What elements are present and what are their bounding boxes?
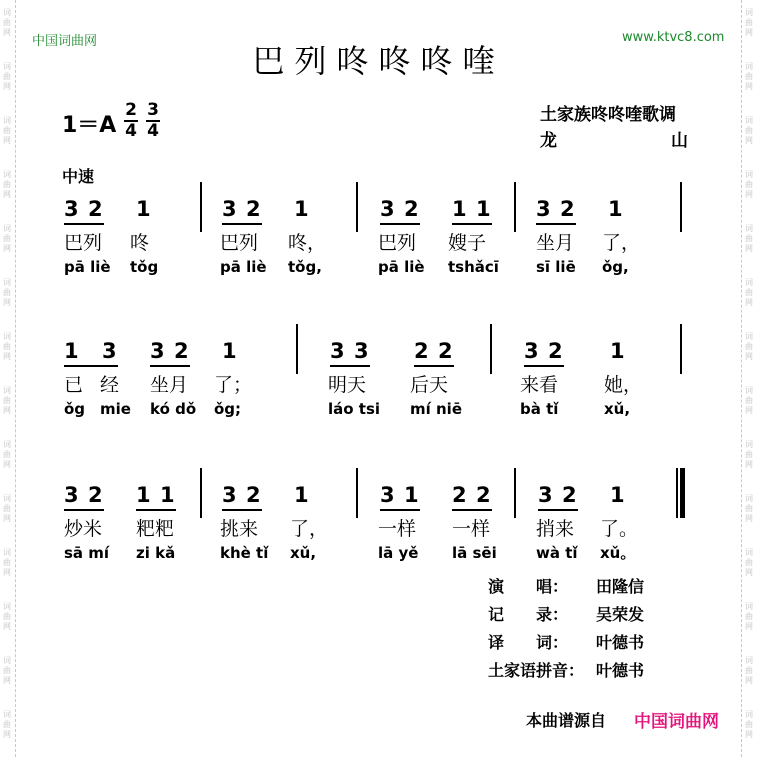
note: 3 [354, 339, 369, 363]
note: 3 [380, 483, 395, 507]
beam [536, 223, 576, 225]
pinyin: khè tǐ [220, 544, 269, 562]
pinyin: lā sēi [452, 544, 497, 562]
beam [452, 223, 492, 225]
beam [64, 223, 104, 225]
note: 3 [102, 339, 117, 363]
note: 3 [64, 197, 79, 221]
watermark-text: 词曲网 [3, 440, 11, 469]
note: 3 [150, 339, 165, 363]
barline [200, 468, 202, 518]
lyric: 后天 [410, 374, 449, 396]
beam [380, 509, 420, 511]
note: 1 [610, 483, 625, 507]
barline [514, 468, 516, 518]
lyric: 粑粑 [136, 518, 175, 540]
credit-role: 译 词： [488, 633, 569, 652]
lyric: 了， [602, 232, 641, 254]
lyric: 坐月 [150, 374, 189, 396]
watermark-text: 词曲网 [745, 386, 753, 415]
watermark-text: 词曲网 [3, 602, 11, 631]
song-origin: 土家族咚咚喹歌调 [540, 105, 676, 125]
watermark-text: 词曲网 [745, 278, 753, 307]
lyric: 坐月 [536, 232, 575, 254]
note: 1 [222, 339, 237, 363]
beam [538, 509, 578, 511]
note: 1 [294, 197, 309, 221]
watermark-text: 词曲网 [745, 224, 753, 253]
lyric: 了； [214, 374, 253, 396]
pinyin: xǔ, [604, 400, 631, 418]
note: 3 [222, 197, 237, 221]
note: 1 [160, 483, 175, 507]
barline [680, 468, 685, 518]
lyric: 咚 [130, 232, 150, 254]
barline [296, 324, 298, 374]
pinyin: lā yě [378, 544, 419, 562]
barline [356, 182, 358, 232]
note: 2 [88, 197, 103, 221]
lyric: 经 [100, 374, 120, 396]
beam [452, 509, 492, 511]
watermark-text: 词曲网 [3, 278, 11, 307]
site-name-left: 中国词曲网 [32, 34, 98, 49]
lyric: 她， [604, 374, 643, 396]
barline [680, 324, 682, 374]
time-signature-3-4 [146, 102, 160, 140]
note: 3 [524, 339, 539, 363]
watermark-text: 词曲网 [745, 8, 753, 37]
pinyin: wà tǐ [536, 544, 578, 562]
pinyin: bà tǐ [520, 400, 559, 418]
lyric: 巴列 [378, 232, 417, 254]
lyric: 捎来 [536, 518, 575, 540]
note: 1 [610, 339, 625, 363]
credit-role: 演 唱： [488, 577, 569, 596]
barline [490, 324, 492, 374]
note: 2 [174, 339, 189, 363]
beam [524, 365, 564, 367]
watermark-text: 词曲网 [3, 656, 11, 685]
right-watermark-strip [741, 0, 757, 757]
pinyin: láo tsi [328, 400, 381, 418]
note: 2 [476, 483, 491, 507]
watermark-text: 词曲网 [3, 116, 11, 145]
note: 1 [64, 339, 79, 363]
lyric: 巴列 [64, 232, 103, 254]
barline [200, 182, 202, 232]
pinyin: tǒg [130, 258, 159, 276]
lyric: 挑来 [220, 518, 259, 540]
note: 1 [608, 197, 623, 221]
beam [330, 365, 370, 367]
note: 1 [404, 483, 419, 507]
lyric: 嫂子 [448, 232, 487, 254]
lyric: 了， [290, 518, 329, 540]
note: 2 [246, 197, 261, 221]
pinyin: ǒg, [602, 258, 629, 276]
footer-site-name: 中国词曲网 [634, 712, 719, 732]
site-url-right: www.ktvc8.com [622, 30, 725, 45]
note: 2 [404, 197, 419, 221]
barline-double [676, 468, 678, 518]
pinyin: sā mí [64, 544, 110, 562]
ts-numerator: 2 [125, 100, 137, 120]
lyric: 炒米 [64, 518, 103, 540]
beam [414, 365, 454, 367]
credit-name: 吴荣发 [596, 605, 645, 624]
credit-role: 土家语拼音： [488, 661, 585, 680]
note: 2 [548, 339, 563, 363]
pinyin: tshǎcī [448, 258, 499, 276]
watermark-text: 词曲网 [745, 710, 753, 739]
key-signature: 1＝A [62, 113, 117, 138]
ts-denominator: 4 [125, 121, 137, 141]
lyric: 来看 [520, 374, 559, 396]
credit-name: 叶德书 [596, 633, 645, 652]
beam [150, 365, 190, 367]
pinyin: tǒg, [288, 258, 322, 276]
ts-numerator: 3 [147, 100, 159, 120]
pinyin: mí niē [410, 400, 462, 418]
tempo-marking: 中速 [62, 167, 95, 186]
ts-denominator: 4 [147, 121, 159, 141]
time-signature-2-4 [124, 102, 138, 140]
credit-name: 叶德书 [596, 661, 645, 680]
watermark-text: 词曲网 [745, 602, 753, 631]
watermark-text: 词曲网 [745, 62, 753, 91]
barline [514, 182, 516, 232]
note: 2 [438, 339, 453, 363]
note: 3 [222, 483, 237, 507]
watermark-text: 词曲网 [3, 386, 11, 415]
lyric: 了。 [600, 518, 639, 540]
barline [356, 468, 358, 518]
lyric: 明天 [328, 374, 367, 396]
note: 1 [476, 197, 491, 221]
note: 3 [64, 483, 79, 507]
note: 3 [538, 483, 553, 507]
note: 2 [414, 339, 429, 363]
note: 1 [452, 197, 467, 221]
lyric: 一样 [452, 518, 491, 540]
pinyin: ǒg; [214, 400, 242, 418]
watermark-text: 词曲网 [745, 116, 753, 145]
watermark-text: 词曲网 [3, 548, 11, 577]
beam [222, 509, 262, 511]
note: 2 [562, 483, 577, 507]
lyric: 咚， [288, 232, 327, 254]
pinyin: mie [100, 400, 131, 418]
watermark-text: 词曲网 [745, 656, 753, 685]
lyric: 巴列 [220, 232, 259, 254]
footer-source-prefix: 本曲谱源自 [526, 711, 607, 730]
lyric: 一样 [378, 518, 417, 540]
credit-name: 田隆信 [596, 577, 645, 596]
note: 1 [136, 483, 151, 507]
pinyin: kó dǒ [150, 400, 197, 418]
watermark-text: 词曲网 [3, 62, 11, 91]
pinyin: pā liè [378, 258, 425, 276]
watermark-text: 词曲网 [745, 170, 753, 199]
watermark-text: 词曲网 [745, 548, 753, 577]
watermark-text: 词曲网 [3, 8, 11, 37]
credit-role: 记 录： [488, 605, 569, 624]
note: 2 [246, 483, 261, 507]
watermark-text: 词曲网 [745, 440, 753, 469]
pinyin: zi kǎ [136, 544, 176, 562]
watermark-text: 词曲网 [745, 494, 753, 523]
barline [680, 182, 682, 232]
watermark-text: 词曲网 [3, 494, 11, 523]
pinyin: ǒg [64, 400, 86, 418]
beam [136, 509, 176, 511]
left-watermark-strip [0, 0, 16, 757]
watermark-text: 词曲网 [3, 332, 11, 361]
beam [64, 509, 104, 511]
note: 3 [536, 197, 551, 221]
pinyin: pā liè [220, 258, 267, 276]
watermark-text: 词曲网 [3, 170, 11, 199]
beam [64, 365, 118, 367]
pinyin: sī liē [536, 258, 576, 276]
watermark-text: 词曲网 [3, 710, 11, 739]
beam [380, 223, 420, 225]
note: 2 [560, 197, 575, 221]
note: 3 [330, 339, 345, 363]
pinyin: xǔ。 [600, 544, 636, 562]
note: 1 [294, 483, 309, 507]
watermark-text: 词曲网 [745, 332, 753, 361]
note: 3 [380, 197, 395, 221]
note: 2 [452, 483, 467, 507]
note: 2 [88, 483, 103, 507]
pinyin: xǔ, [290, 544, 317, 562]
pinyin: pā liè [64, 258, 111, 276]
watermark-text: 词曲网 [3, 224, 11, 253]
song-title: 巴列咚咚咚喹 [252, 42, 505, 80]
beam [222, 223, 262, 225]
lyric: 已 [64, 374, 84, 396]
note: 1 [136, 197, 151, 221]
